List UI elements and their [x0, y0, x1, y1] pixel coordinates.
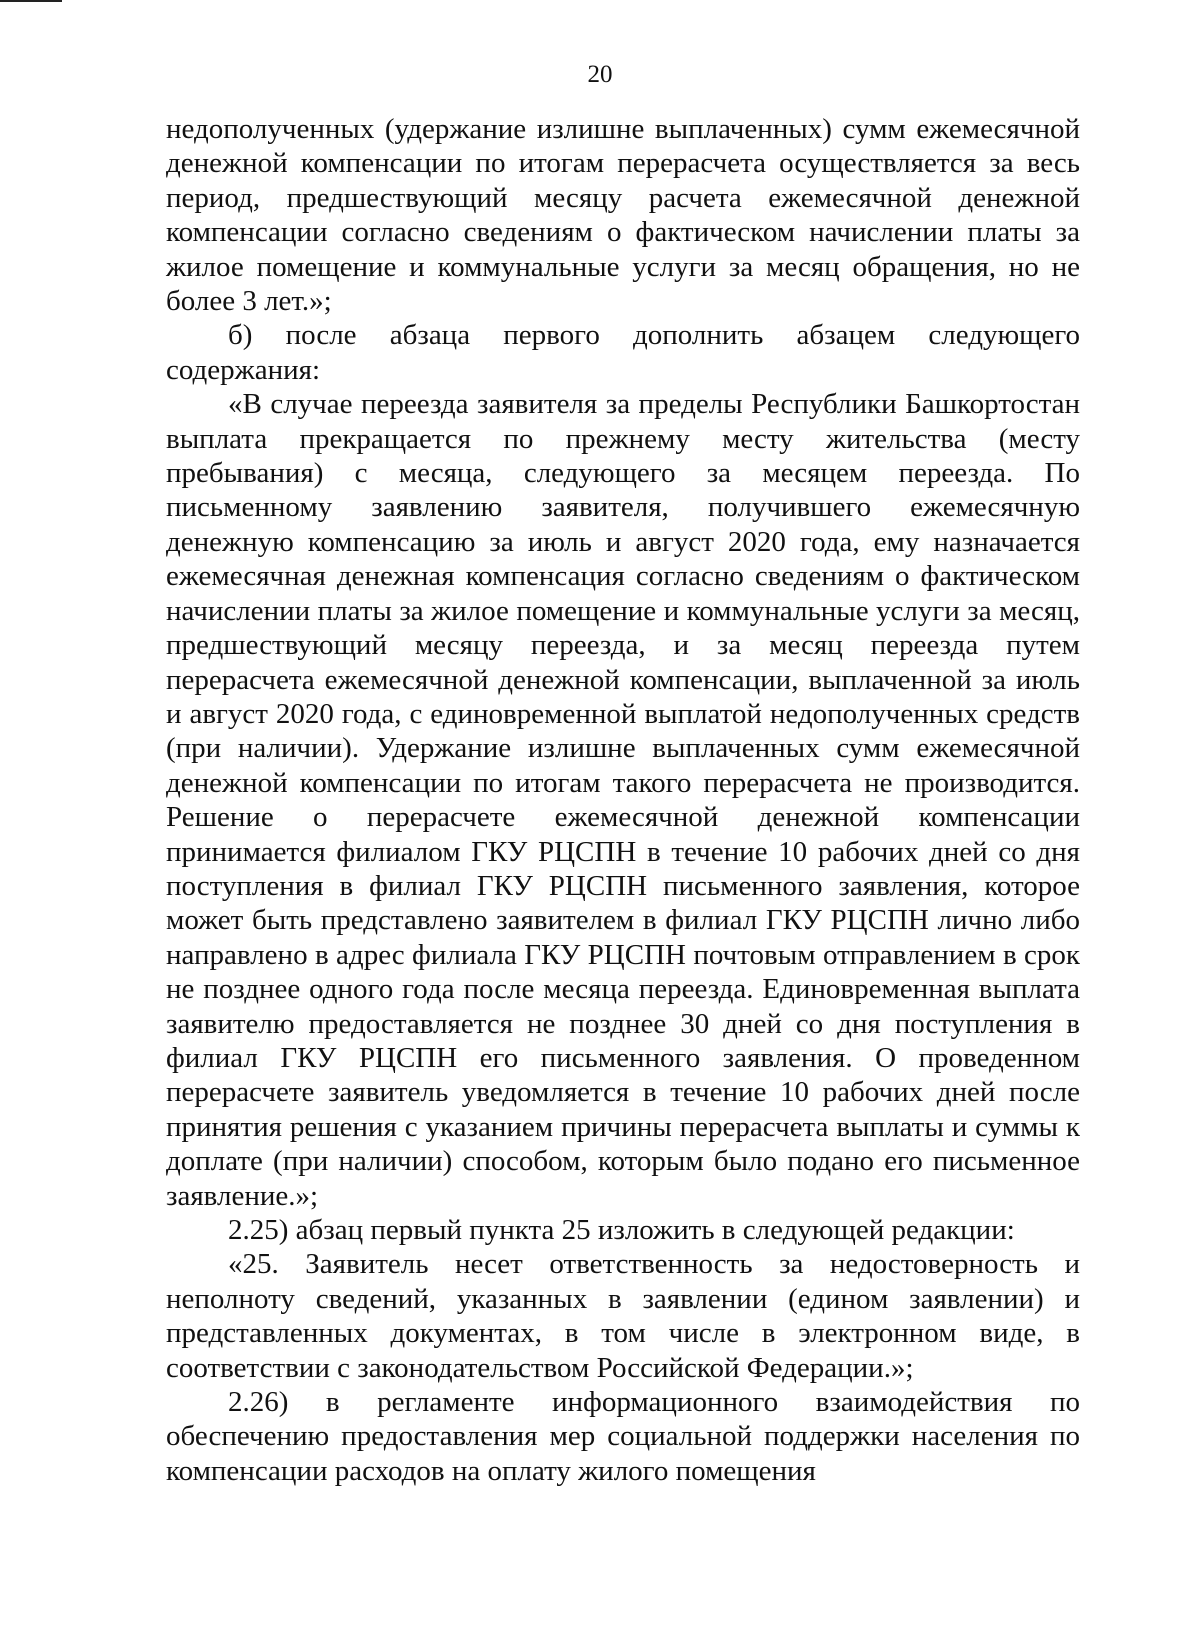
paragraph-continuation: недополученных (удержание излишне выплаченных) сумм ежемесячной денежной компенсации по итогам перерасчета осуществляется за весь период, предшествующий месяцу расчета ежемесячной денежной компенсации согласно сведениям о фактическом начислении платы за жилое помещение и коммунальные услуги за месяц обращения, но не более 3 лет.»; [166, 113, 1080, 318]
paragraph-item-25-text: «25. Заявитель несет ответственность за недостоверность и неполноту сведений, указанных в заявлении (едином заявлении) и представленных документах, в том числе в электронном виде, в соответствии с законодательством Российской Федерации.»; [166, 1248, 1080, 1384]
scan-edge-mark [0, 0, 62, 2]
paragraph-item-2-25: 2.25) абзац первый пункта 25 изложить в следующей редакции: [228, 1214, 1015, 1246]
page-number: 20 [587, 61, 613, 88]
document-body [166, 112, 1080, 1488]
paragraph-amendment-b: б) после абзаца первого дополнить абзацем следующего содержания: [166, 319, 1080, 386]
paragraph-relocation-rule: «В случае переезда заявителя за пределы Республики Башкортостан выплата прекращается по прежнему месту жительства (месту пребывания) с месяца, следующего за месяцем переезда. По письменному заявлению заявителя, получившего ежемесячную денежную компенсацию за июль и август 2020 года, ему назначается ежемесячная денежная компенсация согласно сведениям о фактическом начислении платы за жилое помещение и коммунальные услуги за месяц, предшествующий месяцу переезда, и за месяц переезда путем перерасчета ежемесячной денежной компенсации, выплаченной за июль и август 2020 года, с единовременной выплатой недополученных средств (при наличии). Удержание излишне выплаченных сумм ежемесячной денежной компенсации по итогам такого перерасчета не производится. Решение о перерасчете ежемесячной денежной компенсации принимается филиалом ГКУ РЦСПН в течение 10 рабочих дней со дня поступления в филиал ГКУ РЦСПН письменного заявления, которое может быть представлено заявителем в филиал ГКУ РЦСПН лично либо направлено в адрес филиала ГКУ РЦСПН почтовым отправлением в срок не позднее одного года после месяца переезда. Единовременная выплата заявителю предоставляется не позднее 30 дней со дня поступления в филиал ГКУ РЦСПН его письменного заявления. О проведенном перерасчете заявитель уведомляется в течение 10 рабочих дней после принятия решения с указанием причины перерасчета выплаты и суммы к доплате (при наличии) способом, которым было подано его письменное заявление.»; [166, 388, 1080, 1212]
paragraph-item-2-26: 2.26) в регламенте информационного взаимодействия по обеспечению предоставления мер социальной поддержки населения по компенсации расходов на оплату жилого помещения [166, 1386, 1080, 1487]
